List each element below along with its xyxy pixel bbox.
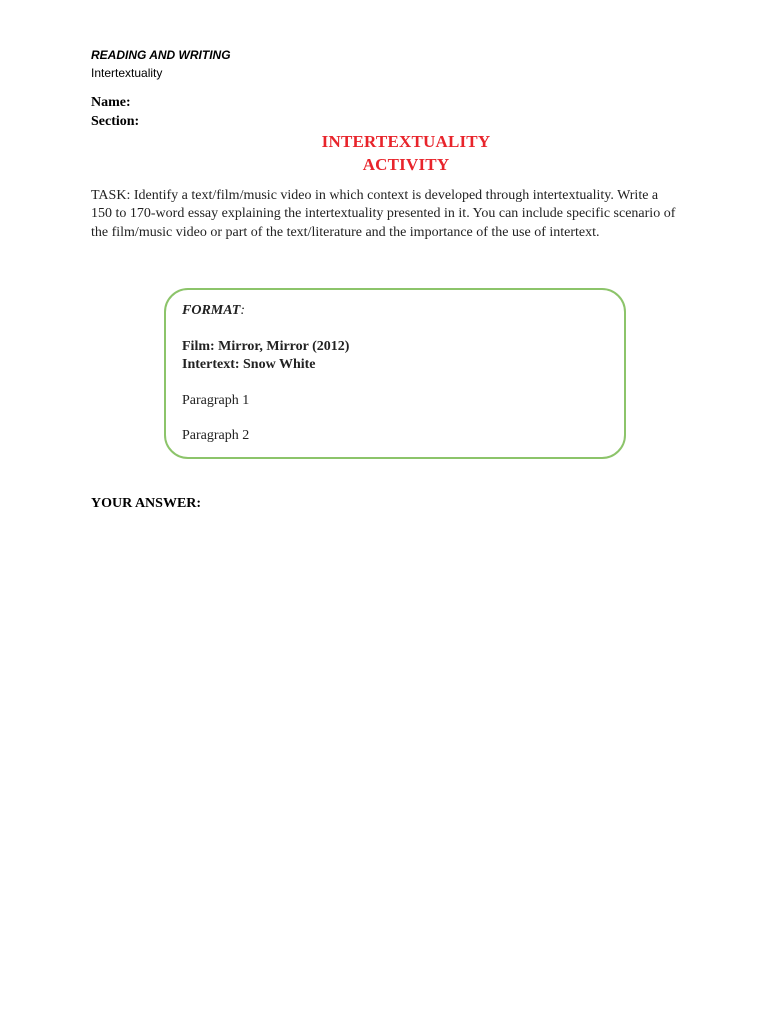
format-film-line: Film: Mirror, Mirror (2012)	[182, 339, 350, 354]
format-label-text: FORMAT	[182, 303, 241, 318]
format-paragraph-1: Paragraph 1	[182, 393, 250, 408]
name-label: Name:	[91, 95, 131, 110]
format-paragraph-2: Paragraph 2	[182, 428, 250, 443]
your-answer-label: YOUR ANSWER:	[91, 496, 202, 511]
format-label	[182, 303, 245, 319]
activity-title-line1: INTERTEXTUALITY	[321, 132, 491, 151]
course-title: READING AND WRITING	[91, 48, 231, 62]
format-intertext-line: Intertext: Snow White	[182, 357, 316, 372]
activity-title-line2: ACTIVITY	[362, 155, 450, 174]
format-colon: :	[240, 303, 246, 318]
task-instructions: TASK: Identify a text/film/music video in which context is developed through intertextuality. Write a 150 to 170-word essay explaining the intertextuality presented in it. You can include specific scenario of the film/music video or part of the text/literature and the importance of the use of intertext.	[91, 188, 676, 240]
section-label: Section:	[91, 114, 140, 129]
course-topic: Intertextuality	[91, 66, 163, 80]
